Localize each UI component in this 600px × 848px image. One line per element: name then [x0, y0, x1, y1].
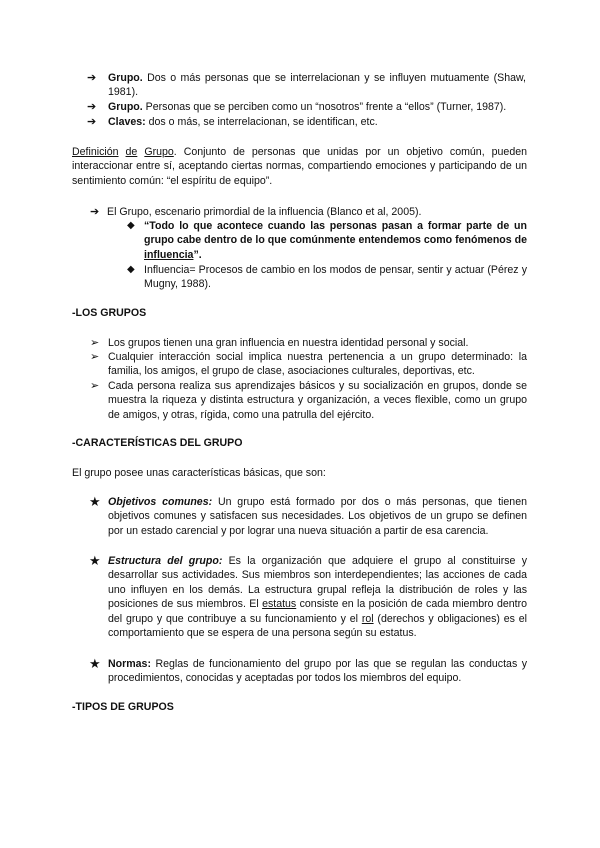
- definition-of: de: [125, 146, 138, 158]
- arrow-bullet-icon: ➔: [90, 206, 100, 218]
- section-heading-grupos: -LOS GRUPOS: [72, 307, 147, 319]
- star-bullet-icon: ★: [89, 553, 101, 568]
- caracteristica-normas: [108, 657, 527, 686]
- quote-end: ”.: [193, 248, 202, 261]
- estatus-term: estatus: [262, 598, 297, 611]
- grupos-item: Los grupos tienen una gran influencia en nuestra identidad personal y social.: [108, 337, 469, 349]
- caracteristica-term: Estructura del grupo:: [108, 555, 223, 567]
- section-heading-caracteristicas: -CARACTERÍSTICAS DEL GRUPO: [72, 437, 243, 449]
- intro-item-claves: [108, 115, 538, 129]
- definition-term-grupo: Grupo: [144, 146, 174, 158]
- caracteristica-text: Un grupo está formado por dos o más personas, que tienen objetivos comunes y satisfacen sus necesidades. Los objetivos de un grupo se definen por un estado carencial y por lograr una nueva situación a partir de esa carencia.: [108, 496, 527, 537]
- caracteristica-text: Es la organización que adquiere el grupo al constituirse y desarrollar sus actividades. Sus miembros son interdependientes; las acciones de cada uno influyen en los demás. La estructura grupal refleja la distribución de roles y las posiciones de sus miembros. El: [108, 555, 528, 611]
- arrowhead-bullet-icon: ➢: [90, 351, 100, 363]
- caracteristica-term: Objetivos comunes:: [108, 496, 213, 508]
- caracteristica-text: (derechos y obligaciones) es el comportamiento que se espera de una persona según su estatus.: [108, 612, 527, 640]
- intro-item-grupo-turner: [108, 100, 538, 114]
- definition-term: Definición: [72, 146, 119, 158]
- term-label: Claves:: [108, 116, 146, 128]
- caracteristicas-intro: El grupo posee unas características básicas, que son:: [72, 467, 326, 479]
- caracteristica-text: consiste en la posición de cada miembro dentro del grupo y que contribuye a su funcionamiento y el: [108, 598, 527, 625]
- arrow-bullet-icon: ➔: [87, 101, 97, 113]
- caracteristica-text: Reglas de funcionamiento del grupo por las que se regulan las conductas y procedimientos, conocidas y aceptadas por todos los miembros del equipo.: [108, 658, 527, 685]
- star-bullet-icon: ★: [89, 656, 101, 671]
- influence-definition: Influencia= Procesos de cambio en los modos de pensar, sentir y actuar (Pérez y Mugny, 1988).: [144, 264, 527, 291]
- arrow-bullet-icon: ➔: [87, 116, 97, 128]
- arrowhead-bullet-icon: ➢: [90, 337, 100, 349]
- definition-paragraph: [72, 145, 527, 188]
- grupos-item: Cualquier interacción social implica nuestra pertenencia a un grupo determinado: la familia, los amigos, el grupo de clase, asociaciones culturales, deportivas, etc.: [108, 351, 527, 378]
- diamond-bullet-icon: ◆: [127, 264, 135, 275]
- caracteristica-term: Normas:: [108, 658, 151, 670]
- quote-text: “Todo lo que acontece cuando las personas pasan a formar parte de un grupo cabe dentro de lo que comúnmente entendemos como fenómenos de: [144, 220, 527, 247]
- influence-item: El Grupo, escenario primordial de la influencia (Blanco et al, 2005).: [107, 206, 422, 218]
- diamond-bullet-icon: ◆: [127, 220, 135, 231]
- caracteristica-estructura: [108, 554, 527, 640]
- definition-text: . Conjunto de personas que unidas por un objetivo común, pueden interaccionar entre sí, aceptando ciertas normas, compartiendo emociones y participando de un sentimiento común: “el espíritu de equipo”.: [72, 146, 527, 187]
- arrow-bullet-icon: ➔: [87, 72, 97, 84]
- term-label: Grupo.: [108, 72, 143, 84]
- intro-text: Personas que se perciben como un “nosotros” frente a “ellos” (Turner, 1987).: [142, 101, 507, 113]
- intro-item-grupo-shaw: [108, 71, 526, 100]
- term-label: Grupo.: [108, 101, 143, 113]
- section-heading-tipos: -TIPOS DE GRUPOS: [72, 701, 174, 713]
- intro-text: Dos o más personas que se interrelacionan y se influyen mutuamente (Shaw, 1981).: [108, 72, 526, 99]
- intro-text: dos o más, se interrelacionan, se identifican, etc.: [145, 116, 378, 128]
- quote-underlined-word: influencia: [144, 248, 194, 261]
- rol-term: rol: [361, 612, 374, 625]
- star-bullet-icon: ★: [89, 494, 101, 509]
- arrowhead-bullet-icon: ➢: [90, 380, 100, 392]
- influence-quote: [144, 219, 527, 262]
- grupos-item: Cada persona realiza sus aprendizajes básicos y su socialización en grupos, donde se muestra la riqueza y distinta estructura y organización, a veces flexible, como un grupo de amigos, y otras, rígida, como una patrulla del ejército.: [108, 380, 527, 421]
- caracteristica-objetivos: [108, 495, 527, 538]
